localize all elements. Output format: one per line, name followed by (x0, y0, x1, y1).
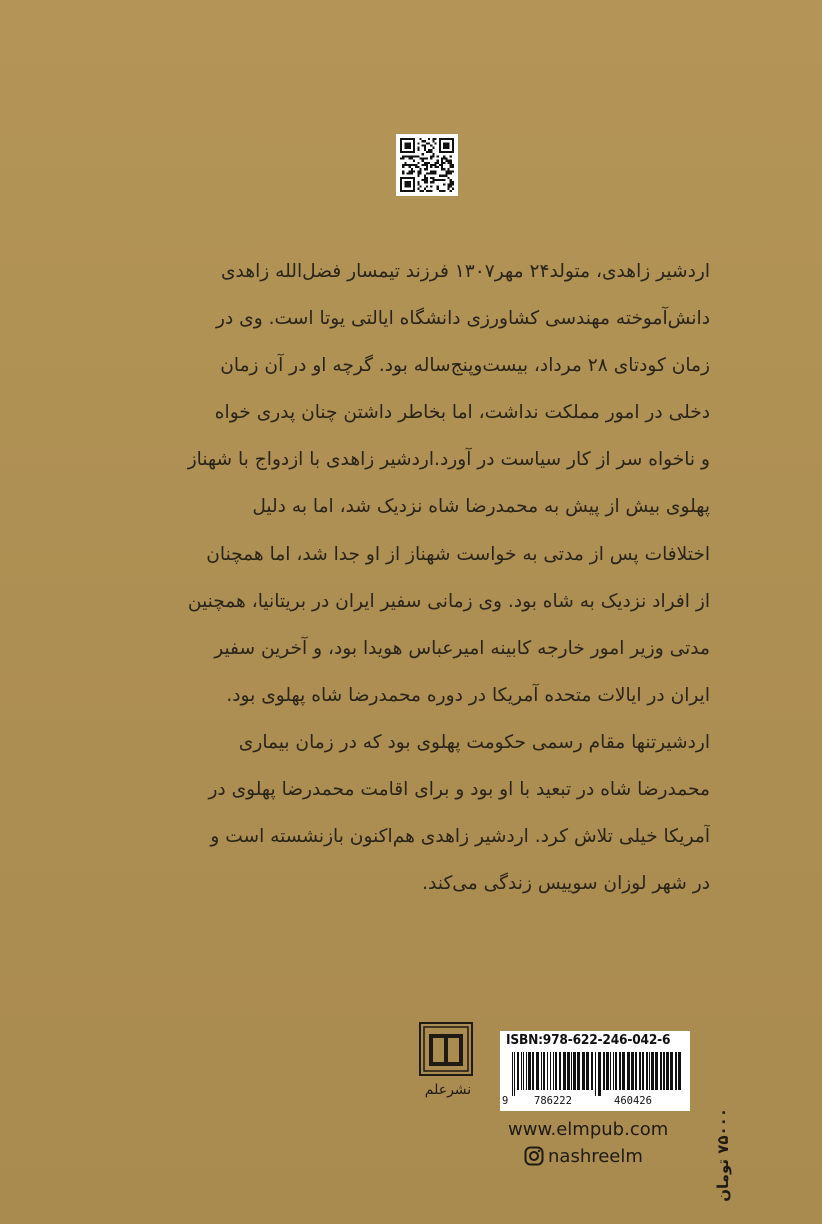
price-label: ۷۵۰۰۰ تومان (714, 1108, 732, 1202)
isbn-barcode (500, 1031, 690, 1111)
website-link[interactable]: www.elmpub.com (508, 1119, 669, 1140)
instagram-handle: nashreelm (548, 1145, 643, 1167)
barcode-digits-right: 460426 (614, 1095, 652, 1107)
blurb-line: محمدرضا شاه در تبعید با او بود و برای اقامت محمدرضا پهلوی در (208, 779, 710, 801)
blurb-line: پهلوی بیش از پیش به محمدرضا شاه نزدیک شد، اما به دلیل (252, 496, 710, 518)
blurb-line: دخلی در امور مملکت نداشت، اما بخاطر داشتن چنان پدری خواه (214, 402, 710, 424)
blurb-line: اختلافات پس از مدتی به خواست شهناز از او جدا شد، اما همچنان (206, 543, 710, 565)
blurb-line: در شهر لوزان سوییس زندگی می‌کند. (422, 873, 710, 895)
blurb-line: اردشیر زاهدی، متولد۲۴ مهر۱۳۰۷ فرزند تیمسار فضل‌الله زاهدی (221, 261, 710, 282)
publisher-name: نشرعلم (424, 1082, 472, 1098)
blurb-line: و ناخواه سر از کار سیاست در آورد.اردشیر زاهدی با ازدواج با شهناز (187, 449, 710, 471)
isbn-label: ISBN:978-622-246-042-6 (506, 1032, 671, 1048)
publisher-logo-icon (414, 1020, 478, 1080)
blurb-line: ایران در ایالات متحده آمریکا در دوره محمدرضا شاه پهلوی بود. (226, 684, 710, 706)
blurb-line: زمان کودتای ۲۸ مرداد، بیست‌وپنج‌ساله بود. گرچه او در آن زمان (220, 355, 710, 377)
blurb-text (110, 248, 710, 907)
instagram-row[interactable] (524, 1144, 643, 1168)
barcode-bars (510, 1052, 684, 1096)
blurb-line: دانش‌آموخته مهندسی کشاورزی دانشگاه ایالتی یوتا است. وی در (216, 308, 710, 330)
blurb-line: مدتی وزیر امور خارجه کابینه امیرعباس هویدا بود، و آخرین سفیر (214, 637, 710, 659)
blurb-line: از افراد نزدیک به شاه بود. وی زمانی سفیر ایران در بریتانیا، همچنین (187, 590, 710, 612)
instagram-icon (524, 1146, 544, 1166)
barcode-digit-lead: 9 (502, 1095, 509, 1107)
qr-code (396, 134, 458, 196)
barcode-digits-left: 786222 (534, 1095, 572, 1107)
blurb-line: آمریکا خیلی تلاش کرد. اردشیر زاهدی هم‌اکنون بازنشسته است و (210, 826, 710, 848)
blurb-line: اردشیرتنها مقام رسمی حکومت پهلوی بود که در زمان بیماری (238, 731, 710, 753)
